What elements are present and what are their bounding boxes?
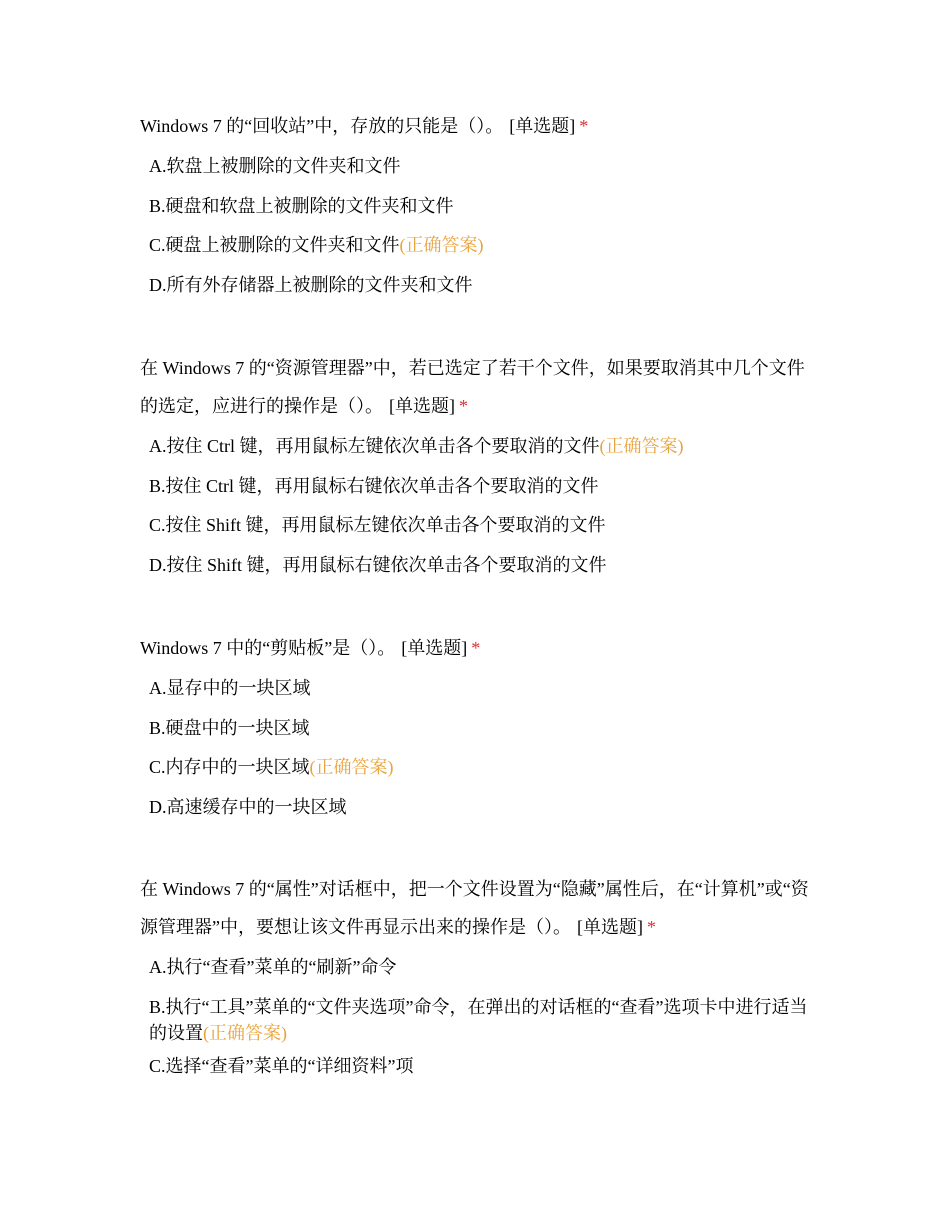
option-d[interactable] bbox=[149, 794, 820, 821]
option-b[interactable] bbox=[149, 994, 820, 1046]
option-text: A.执行“查看”菜单的“刷新”命令 bbox=[149, 957, 397, 977]
required-mark: * bbox=[647, 917, 656, 937]
question-text: Windows 7 中的“剪贴板”是（）。 bbox=[140, 638, 396, 658]
question-type: [单选题] bbox=[509, 116, 576, 136]
question-title bbox=[140, 870, 820, 946]
option-text: A.软盘上被删除的文件夹和文件 bbox=[149, 156, 401, 176]
option-text: B.执行“工具”菜单的“文件夹选项”命令，在弹出的对话框的“查看”选项卡中进行适当的设置 bbox=[149, 996, 808, 1043]
question-3 bbox=[140, 629, 820, 833]
option-text: B.按住 Ctrl 键，再用鼠标右键依次单击各个要取消的文件 bbox=[149, 475, 599, 496]
question-1 bbox=[140, 107, 820, 311]
option-c[interactable] bbox=[149, 754, 820, 781]
question-2 bbox=[140, 349, 820, 591]
required-mark: * bbox=[471, 638, 481, 658]
question-type: [单选题] bbox=[401, 638, 468, 658]
option-text: C.硬盘上被删除的文件夹和文件 bbox=[149, 235, 400, 255]
question-title bbox=[140, 349, 820, 425]
question-text: Windows 7 的“回收站”中，存放的只能是（）。 bbox=[140, 116, 504, 136]
question-type: [单选题] bbox=[577, 917, 643, 937]
option-d[interactable] bbox=[149, 272, 820, 299]
option-text: A.显存中的一块区域 bbox=[149, 678, 311, 698]
option-list bbox=[140, 675, 820, 821]
option-text: C.按住 Shift 键，再用鼠标左键依次单击各个要取消的文件 bbox=[149, 515, 606, 535]
option-list bbox=[140, 433, 820, 579]
option-text: B.硬盘中的一块区域 bbox=[149, 717, 310, 738]
correct-answer-label: (正确答案) bbox=[399, 235, 484, 255]
required-mark: * bbox=[579, 116, 589, 136]
option-text: B.硬盘和软盘上被删除的文件夹和文件 bbox=[149, 195, 454, 216]
option-text: D.所有外存储器上被删除的文件夹和文件 bbox=[149, 274, 473, 295]
question-4 bbox=[140, 870, 820, 1092]
required-mark: * bbox=[459, 396, 468, 416]
option-b[interactable] bbox=[149, 473, 820, 500]
question-text: 在 Windows 7 的“资源管理器”中，若已选定了若干个文件，如果要取消其中几个文件的选定，应进行的操作是（）。 bbox=[140, 358, 805, 416]
option-list bbox=[140, 153, 820, 299]
option-text: C.选择“查看”菜单的“详细资料”项 bbox=[149, 1055, 414, 1076]
option-a[interactable] bbox=[149, 433, 820, 460]
question-type: [单选题] bbox=[389, 396, 455, 416]
correct-answer-label: (正确答案) bbox=[599, 436, 684, 456]
option-text: C.内存中的一块区域 bbox=[149, 757, 310, 777]
option-c[interactable] bbox=[149, 512, 820, 539]
option-a[interactable] bbox=[149, 153, 820, 180]
option-a[interactable] bbox=[149, 954, 820, 981]
option-b[interactable] bbox=[149, 193, 820, 220]
option-list bbox=[140, 954, 820, 1080]
question-text: 在 Windows 7 的“属性”对话框中，把一个文件设置为“隐藏”属性后，在“计算机”或“资源管理器”中，要想让该文件再显示出来的操作是（）。 bbox=[140, 879, 809, 937]
option-c[interactable] bbox=[149, 232, 820, 259]
option-text: D.按住 Shift 键，再用鼠标右键依次单击各个要取消的文件 bbox=[149, 554, 607, 575]
correct-answer-label: (正确答案) bbox=[203, 1022, 287, 1043]
option-text: A.按住 Ctrl 键，再用鼠标左键依次单击各个要取消的文件 bbox=[149, 436, 600, 456]
option-a[interactable] bbox=[149, 675, 820, 702]
question-title bbox=[140, 107, 820, 145]
question-title bbox=[140, 629, 820, 667]
option-b[interactable] bbox=[149, 715, 820, 742]
option-text: D.高速缓存中的一块区域 bbox=[149, 796, 347, 817]
correct-answer-label: (正确答案) bbox=[309, 757, 394, 777]
option-d[interactable] bbox=[149, 552, 820, 579]
option-c[interactable] bbox=[149, 1053, 820, 1080]
